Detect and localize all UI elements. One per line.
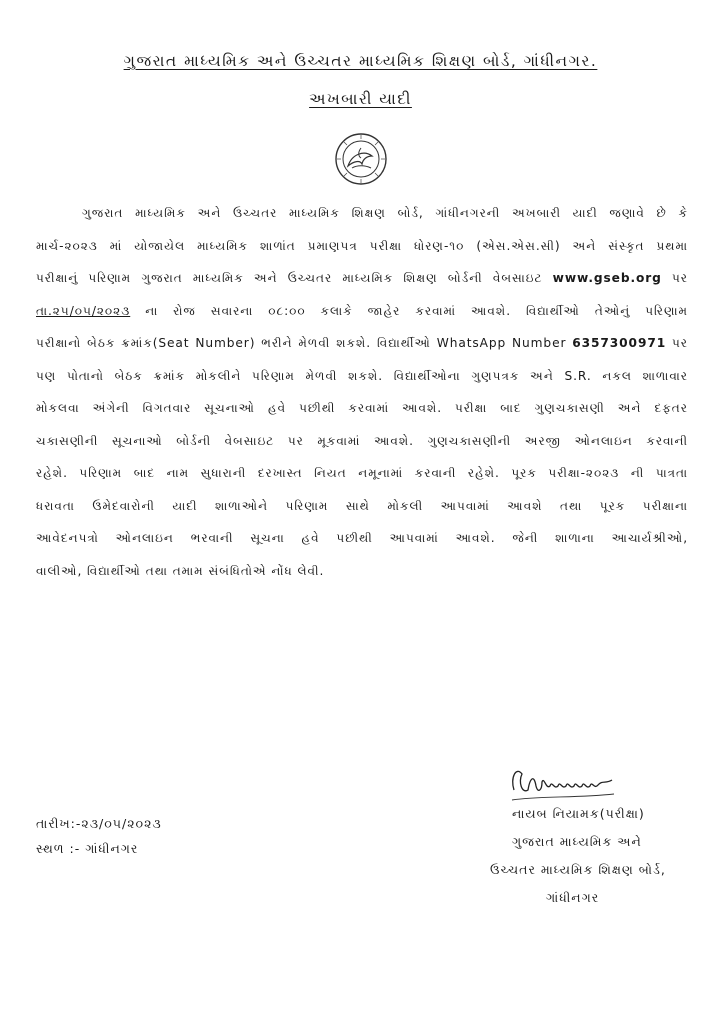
body-line: ગુજરાત માધ્યમિક અને ઉચ્ચતર માધ્યમિક શિક્ષણ બોર્ડ, ગાંધીનગરની અખબારી યાદી જણાવે છે કે: [82, 206, 688, 220]
signatory-city: ગાંધીનગર: [546, 890, 600, 905]
result-date: તા.૨૫/૦૫/૨૦૨૩: [36, 303, 131, 318]
website-link[interactable]: www.gseb.org: [552, 271, 662, 285]
body-line: પરીક્ષાનું પરિણામ ગુજરાત માધ્યમિક અને ઉચ્ચતર માધ્યમિક શિક્ષણ બોર્ડની વેબસાઇટ www.gseb.org પર: [36, 271, 688, 285]
signatory-org-line2: ઉચ્ચતર માધ્યમિક શિક્ષણ બોર્ડ,: [490, 862, 666, 877]
body-line: આવેદનપત્રો ઓનલાઇન ભરવાની સૂચના હવે પછીથી આપવામાં આવશે. જેની શાળાના આચાર્યશ્રીઓ,: [36, 531, 688, 545]
signatory-org-line1: ગુજરાત માધ્યમિક અને: [512, 834, 642, 849]
body-line: તા.૨૫/૦૫/૨૦૨૩ ના રોજ સવારના ૦૮:૦૦ કલાકે જાહેર કરવામાં આવશે. વિદ્યાર્થીઓ તેઓનું પરિણામ: [36, 303, 688, 318]
press-release-heading: અખબારી યાદી: [309, 90, 412, 108]
body-line: ધરાવતા ઉમેદવારોની યાદી શાળાઓને પરિણામ સાથે મોકલી આપવામાં આવશે તથા પૂરક પરીક્ષાના: [36, 498, 688, 513]
body-line: માર્ચ-૨૦૨૩ માં યોજાયેલ માધ્યમિક શાળાંત પ્રમાણપત્ર પરીક્ષા ધોરણ-૧૦ (એસ.એસ.સી) અને સંસ્કૃત પ્રથમા: [36, 238, 688, 253]
body-line: મોકલવા અંગેની વિગતવાર સૂચનાઓ હવે પછીથી કરવામાં આવશે. પરીક્ષા બાદ ગુણચકાસણી અને દફતર: [36, 401, 688, 415]
whatsapp-number: 6357300971: [572, 336, 667, 350]
press-release-body: [36, 197, 688, 587]
signatory-designation: નાયબ નિયામક(પરીક્ષા): [512, 806, 645, 821]
issue-date: તારીખ:-૨૩/૦૫/૨૦૨૩: [36, 816, 162, 831]
body-line: રહેશે. પરિણામ બાદ નામ સુધારાની દરખાસ્ત નિયત નમૂનામાં કરવાની રહેશે. પૂરક પરીક્ષા-૨૦૨૩ ની પાત્રતા: [36, 466, 688, 480]
issue-place: સ્થળ :- ગાંધીનગર: [36, 841, 139, 856]
body-line: વાલીઓ, વિદ્યાર્થીઓ તથા તમામ સંબંધિતોએ નોંધ લેવી.: [36, 563, 325, 578]
board-title: ગુજરાત માધ્યમિક અને ઉચ્ચતર માધ્યમિક શિક્ષણ બોર્ડ, ગાંધીનગર.: [123, 52, 598, 70]
body-line: પણ પોતાનો બેઠક ક્રમાંક મોકલીને પરિણામ મેળવી શકશે. વિદ્યાર્થીઓના ગુણપત્રક અને S.R. નકલ શાળાવાર: [36, 368, 688, 383]
board-seal-icon: [334, 132, 388, 186]
body-line: પરીક્ષાનો બેઠક ક્રમાંક(Seat Number) ભરીને મેળવી શકશે. વિદ્યાર્થીઓ WhatsApp Number 6357300971 પર: [36, 336, 688, 350]
handwritten-signature-icon: [508, 760, 618, 810]
body-line: ચકાસણીની સૂચનાઓ બોર્ડની વેબસાઇટ પર મૂકવામાં આવશે. ગુણચકાસણીની અરજી ઓનલાઇન કરવાની: [36, 433, 688, 448]
